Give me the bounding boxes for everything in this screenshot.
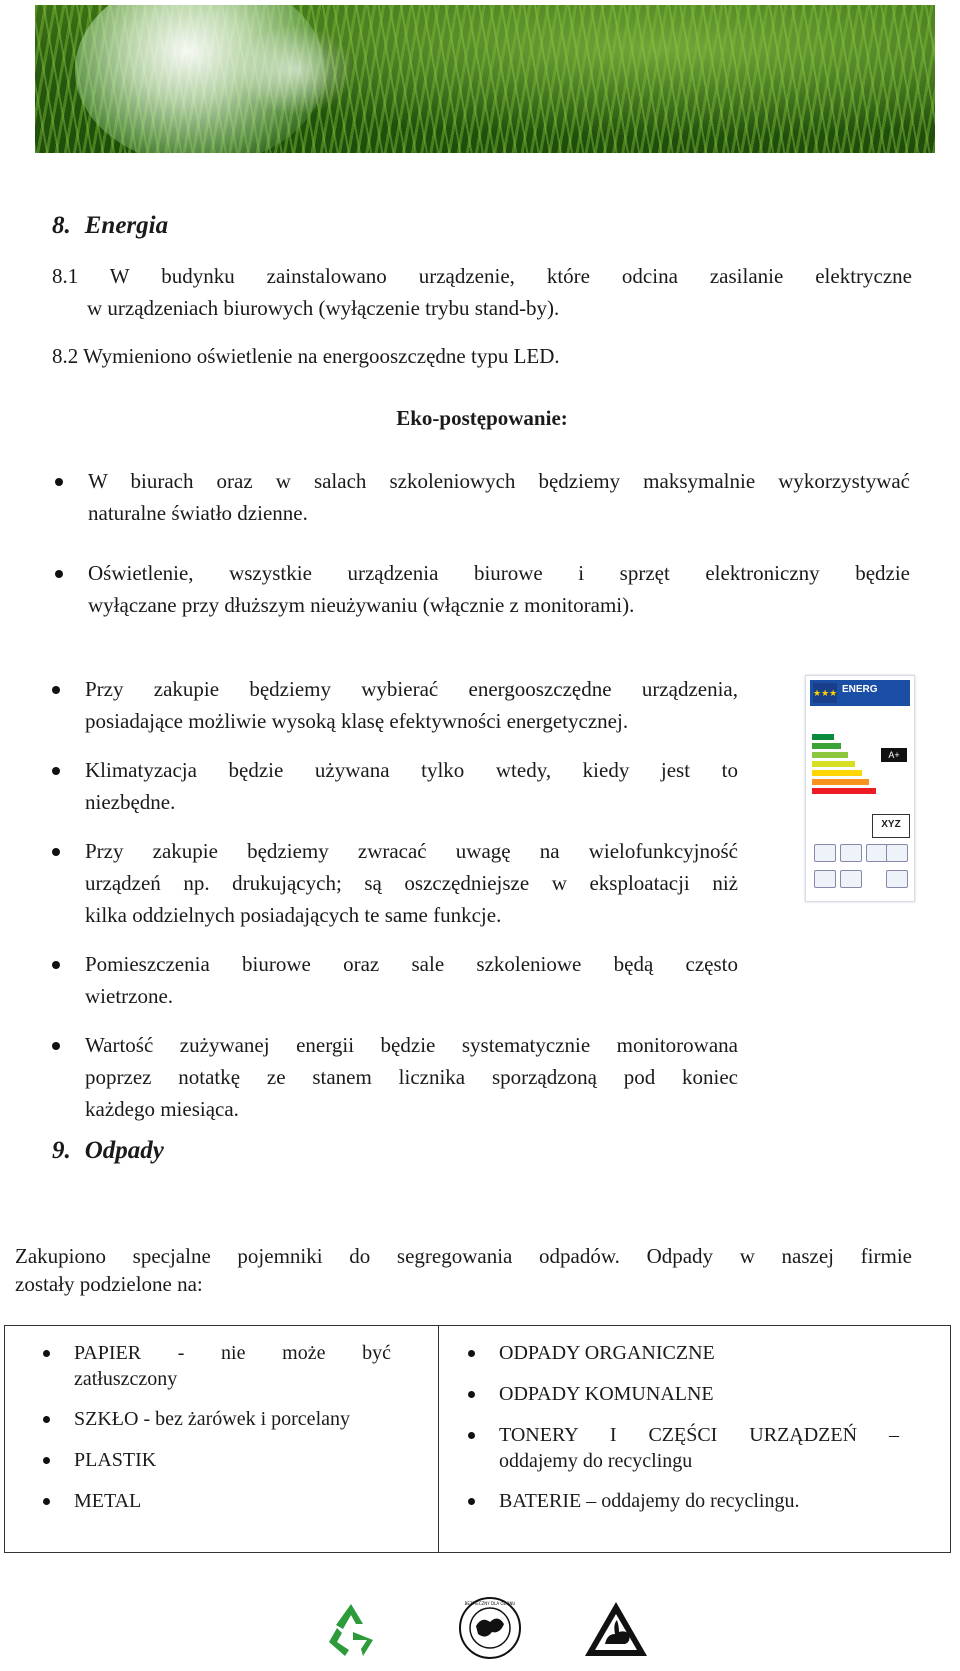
- waste-list-left: [74, 1340, 391, 1514]
- list-item: Przy zakupie będziemy zwracać uwagę na wielofunkcyjność urządzeń np. drukujących; są oszczędniejsze w eksploatacji niż kilka oddzielnych posiadających te same funkcje.: [85, 835, 738, 931]
- list-item: PLASTIK: [74, 1447, 391, 1473]
- bullet-icon: [468, 1432, 475, 1439]
- eu-flag-icon: ★★★: [813, 683, 837, 703]
- cruelty-free-rabbit-icon: [583, 1600, 649, 1658]
- shirt-icon: [840, 844, 862, 862]
- energy-class-bar: [812, 779, 869, 785]
- item-8-2: 8.2 Wymieniono oświetlenie na energooszczędne typu LED.: [52, 344, 560, 368]
- bullet-icon: [43, 1416, 50, 1423]
- list-item: PAPIER - nie może być zatłuszczony: [74, 1340, 391, 1392]
- eko-bullets-narrow: [85, 673, 738, 1125]
- bullet-icon: [52, 848, 60, 856]
- energy-label-image: [805, 675, 915, 902]
- bullet-icon: [468, 1350, 475, 1357]
- item-8-1-line-2: w urządzeniach biurowych (wyłączenie trybu stand-by).: [87, 296, 560, 320]
- shirt-icon: [866, 844, 888, 862]
- brand-box: XYZ: [872, 814, 910, 838]
- bullet-icon: [52, 1042, 60, 1050]
- waste-categories-table: [4, 1325, 951, 1553]
- waste-list-right: [499, 1340, 899, 1514]
- capacity-icon: [840, 870, 862, 888]
- list-item: BATERIE – oddajemy do recyclingu.: [499, 1488, 899, 1514]
- section-9-intro-line-2: zostały podzielone na:: [15, 1272, 203, 1296]
- section-8-heading: 8. Energia: [52, 212, 169, 239]
- list-item: ODPADY ORGANICZNE: [499, 1340, 899, 1366]
- bullet-icon: [55, 570, 63, 578]
- section-9-heading: 9. Odpady: [52, 1137, 164, 1164]
- list-item: TONERY I CZĘŚCI URZĄDZEŃ – oddajemy do recyclingu: [499, 1422, 899, 1474]
- list-item: Wartość zużywanej energii będzie systematycznie monitorowana poprzez notatkę ze stanem licznika sporządzoną pod koniec każdego miesiąca.: [85, 1029, 738, 1125]
- bullet-icon: [52, 961, 60, 969]
- bullet-icon: [52, 767, 60, 775]
- water-icon: [814, 844, 836, 862]
- waste-right-cell: [439, 1326, 951, 1553]
- ozone-safe-seal-icon: [458, 1596, 522, 1660]
- waste-left-cell: [5, 1326, 439, 1553]
- energy-class-bar: [812, 788, 876, 794]
- bullet-icon: [52, 686, 60, 694]
- bullet-icon: [468, 1391, 475, 1398]
- section-9-intro-line-1: Zakupiono specjalne pojemniki do segregowania odpadów. Odpady w naszej firmie: [15, 1244, 912, 1268]
- bullet-icon: [43, 1350, 50, 1357]
- bullet-icon: [43, 1498, 50, 1505]
- energy-label-title: ENERG: [842, 684, 878, 695]
- list-item: Pomieszczenia biurowe oraz sale szkoleniowe będą często wietrzone.: [85, 948, 738, 1012]
- bullet-icon: [468, 1498, 475, 1505]
- list-item: Klimatyzacja będzie używana tylko wtedy, kiedy jest to niezbędne.: [85, 754, 738, 818]
- energy-class-bar: [812, 761, 855, 767]
- list-item: W biurach oraz w salach szkoleniowych będziemy maksymalnie wykorzystywać naturalne światło dzienne.: [88, 465, 910, 529]
- list-item: METAL: [74, 1488, 391, 1514]
- spin-icon: [886, 870, 908, 888]
- eko-bullets-wide: [88, 465, 910, 621]
- energy-rating-arrow: A+: [881, 748, 907, 762]
- energy-class-bar: [812, 734, 834, 740]
- bullet-icon: [55, 478, 63, 486]
- list-item: Oświetlenie, wszystkie urządzenia biurowe i sprzęt elektroniczny będzie wyłączane przy dłuższym nieużywaniu (włącznie z monitorami).: [88, 557, 910, 621]
- eko-heading: Eko-postępowanie:: [396, 406, 568, 430]
- consumption-icon: [814, 870, 836, 888]
- seal-text: BEZPIECZNY DLA OZONU: [464, 1601, 516, 1606]
- list-item: ODPADY KOMUNALNE: [499, 1381, 899, 1407]
- energy-class-bar: [812, 743, 841, 749]
- energy-class-bar: [812, 752, 848, 758]
- list-item: SZKŁO - bez żarówek i porcelany: [74, 1406, 391, 1432]
- header-banner-image: [35, 5, 935, 153]
- energy-class-bar: [812, 770, 862, 776]
- bullet-icon: [43, 1457, 50, 1464]
- list-item: Przy zakupie będziemy wybierać energooszczędne urządzenia, posiadające możliwie wysoką klasę efektywności energetycznej.: [85, 673, 738, 737]
- noise-icon: [886, 844, 908, 862]
- recycle-icon: [323, 1600, 379, 1658]
- item-8-1-line-1: 8.1 W budynku zainstalowano urządzenie, które odcina zasilanie elektryczne: [52, 264, 912, 288]
